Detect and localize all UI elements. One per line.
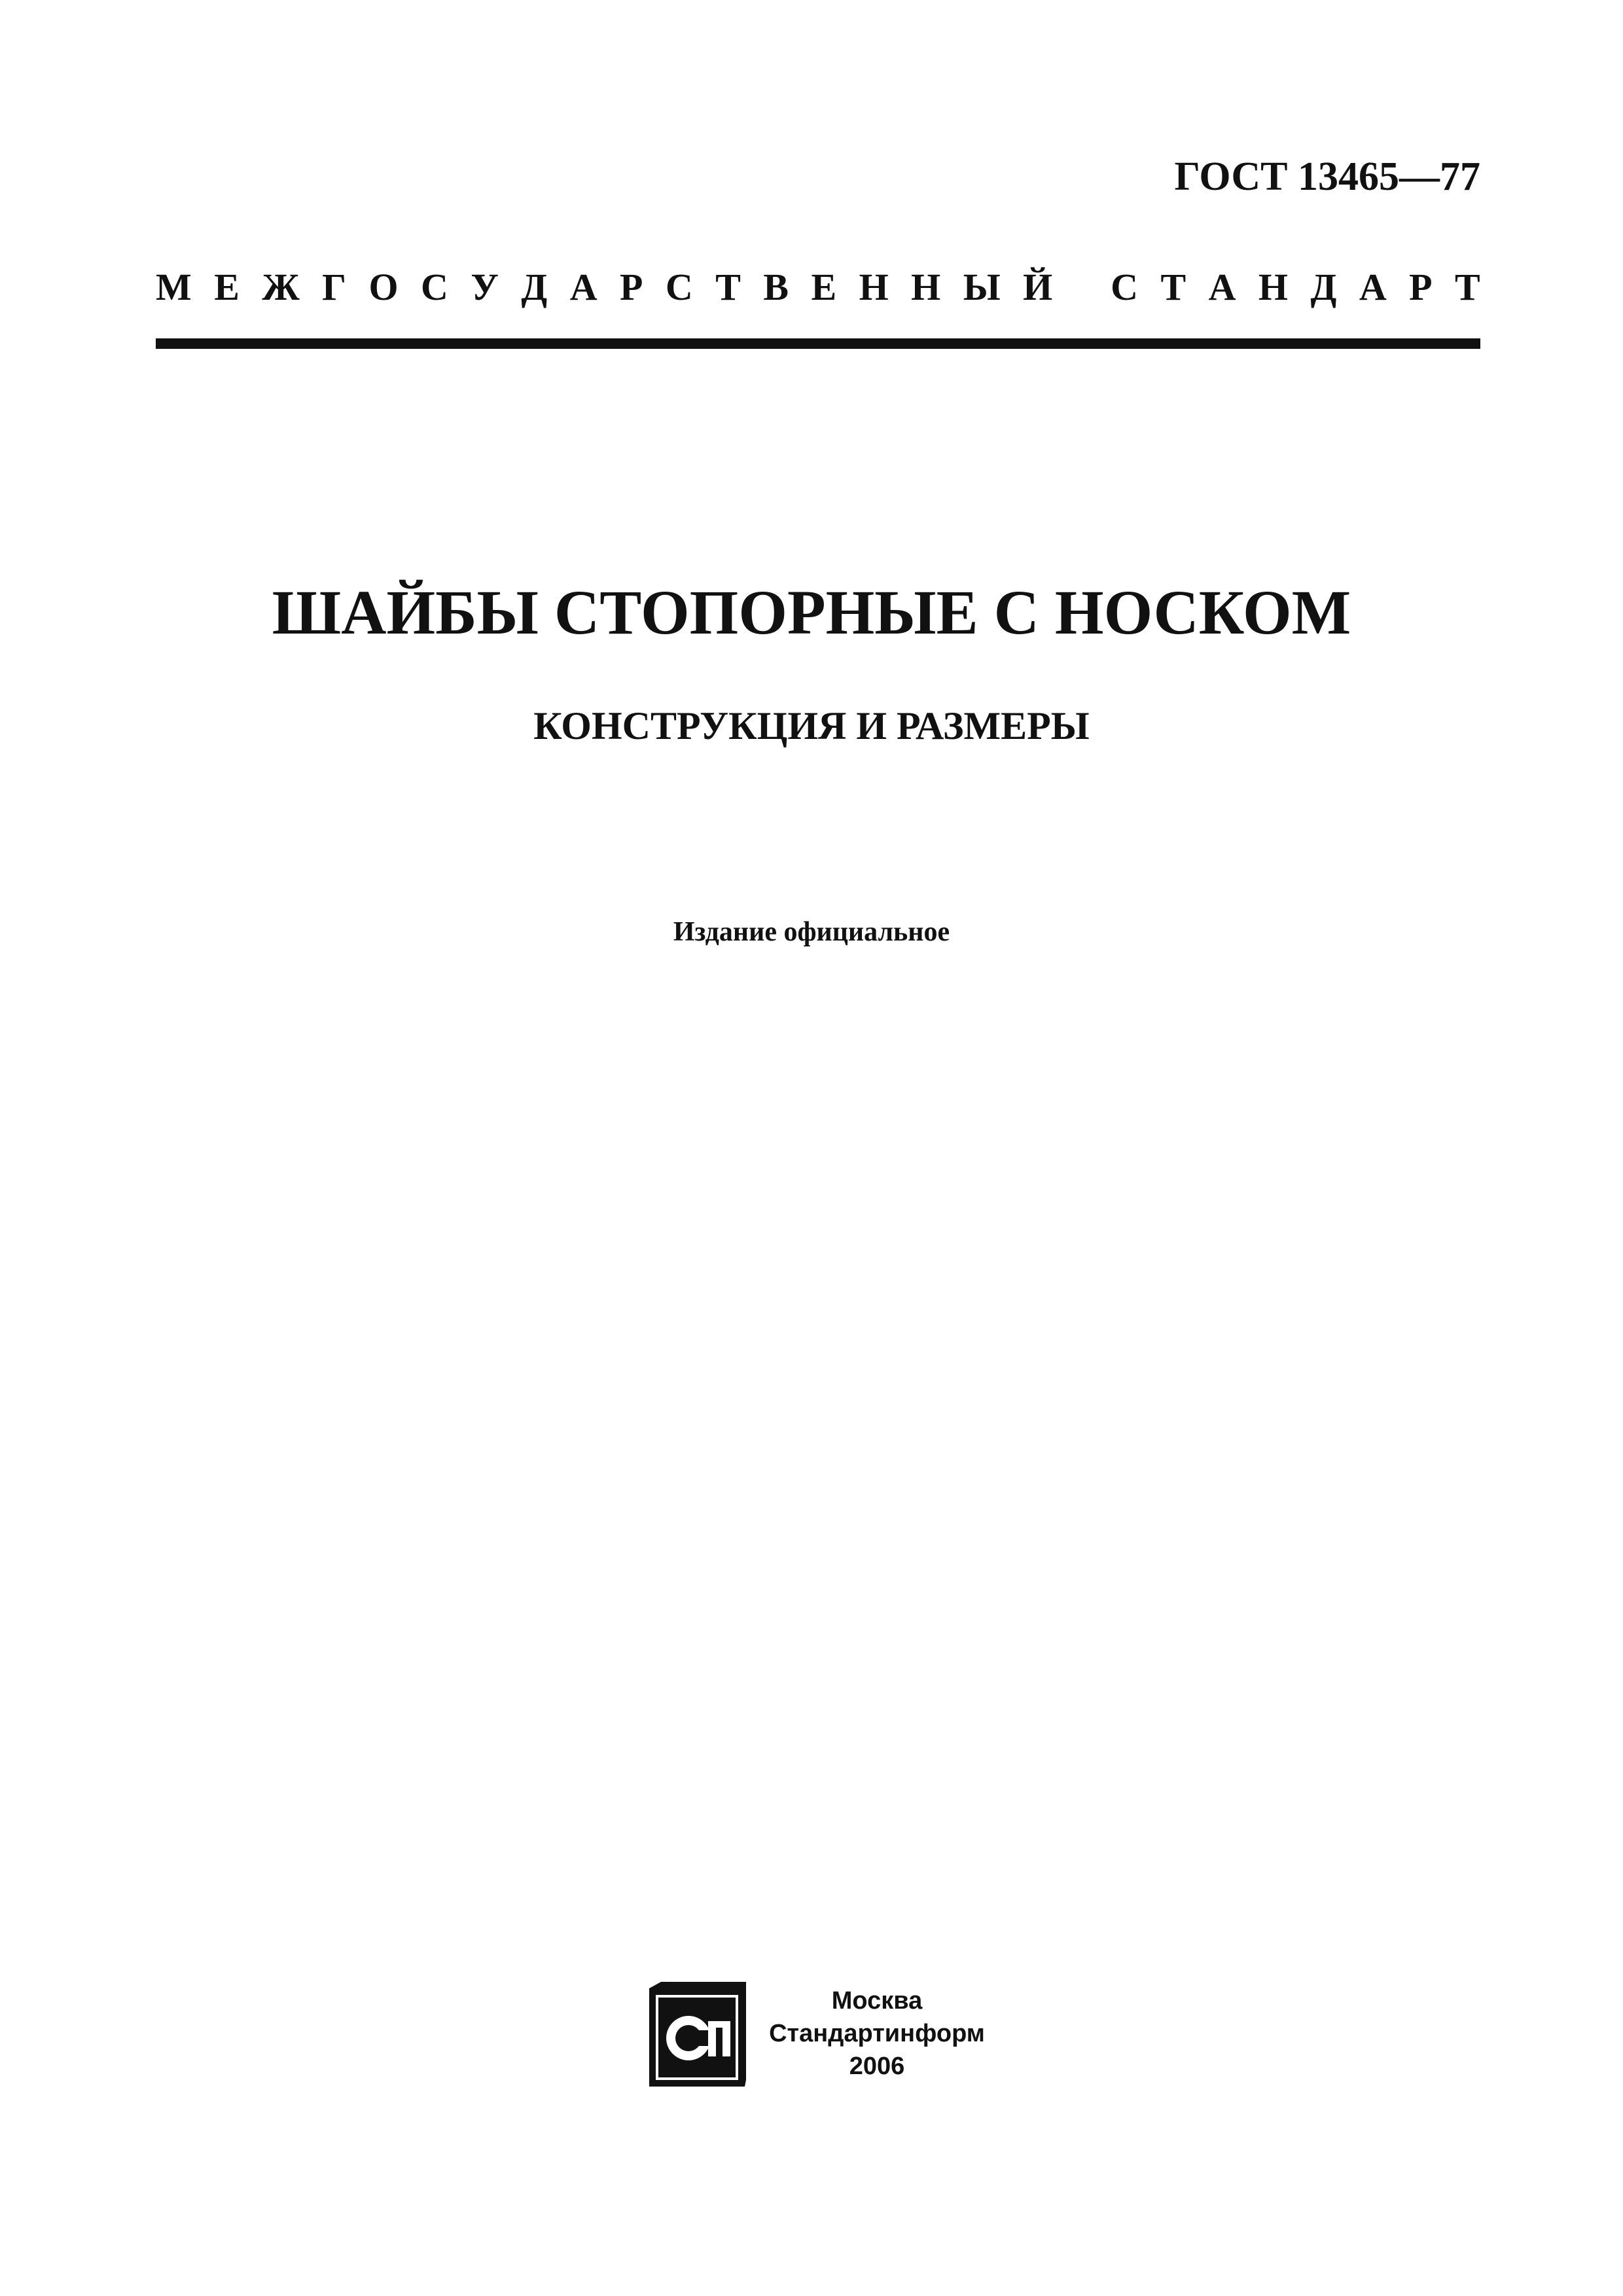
heading-letter: Д bbox=[521, 266, 548, 308]
heading-letter: О bbox=[368, 266, 399, 308]
publisher-block bbox=[753, 1984, 1001, 2083]
heading-letter: В bbox=[763, 266, 789, 308]
heading-letter: М bbox=[156, 266, 192, 308]
heading-letter: Н bbox=[911, 266, 941, 308]
gost-number: ГОСТ 13465—77 bbox=[1174, 154, 1480, 199]
heading-letter: С bbox=[1111, 266, 1139, 308]
publisher-name: Стандартинформ bbox=[769, 2020, 985, 2047]
heading-letter: У bbox=[471, 266, 499, 308]
header-divider bbox=[156, 338, 1480, 349]
word-gap bbox=[1075, 265, 1088, 309]
heading-letter: С bbox=[665, 266, 693, 308]
heading-letter: Р bbox=[1409, 266, 1433, 308]
heading-letter: Н bbox=[1258, 266, 1289, 308]
heading-letter: Й bbox=[1023, 266, 1053, 308]
heading-letter: Г bbox=[322, 266, 347, 308]
heading-letter: А bbox=[1359, 266, 1387, 308]
edition-note: Издание официальное bbox=[673, 917, 950, 947]
heading-letter: Т bbox=[1455, 266, 1480, 308]
publisher-logo-icon bbox=[648, 1982, 746, 2093]
heading-letter: Н bbox=[859, 266, 889, 308]
heading-letter: Т bbox=[1160, 266, 1186, 308]
heading-letter: А bbox=[569, 266, 597, 308]
publication-year: 2006 bbox=[849, 2053, 905, 2080]
standard-type-heading bbox=[156, 265, 1480, 309]
document-title: ШАЙБЫ СТОПОРНЫЕ С НОСКОМ bbox=[272, 577, 1351, 647]
document-subtitle: КОНСТРУКЦИЯ И РАЗМЕРЫ bbox=[533, 704, 1090, 747]
heading-letter: Е bbox=[811, 266, 837, 308]
heading-letter: Ж bbox=[262, 266, 300, 308]
heading-letter: С bbox=[421, 266, 448, 308]
heading-letter: Р bbox=[620, 266, 643, 308]
heading-letter: А bbox=[1208, 266, 1236, 308]
heading-letter: Ы bbox=[963, 266, 1001, 308]
heading-letter: Т bbox=[715, 266, 741, 308]
heading-letter: Е bbox=[214, 266, 240, 308]
publisher-city: Москва bbox=[831, 1987, 923, 2015]
heading-letter: Д bbox=[1310, 266, 1337, 308]
